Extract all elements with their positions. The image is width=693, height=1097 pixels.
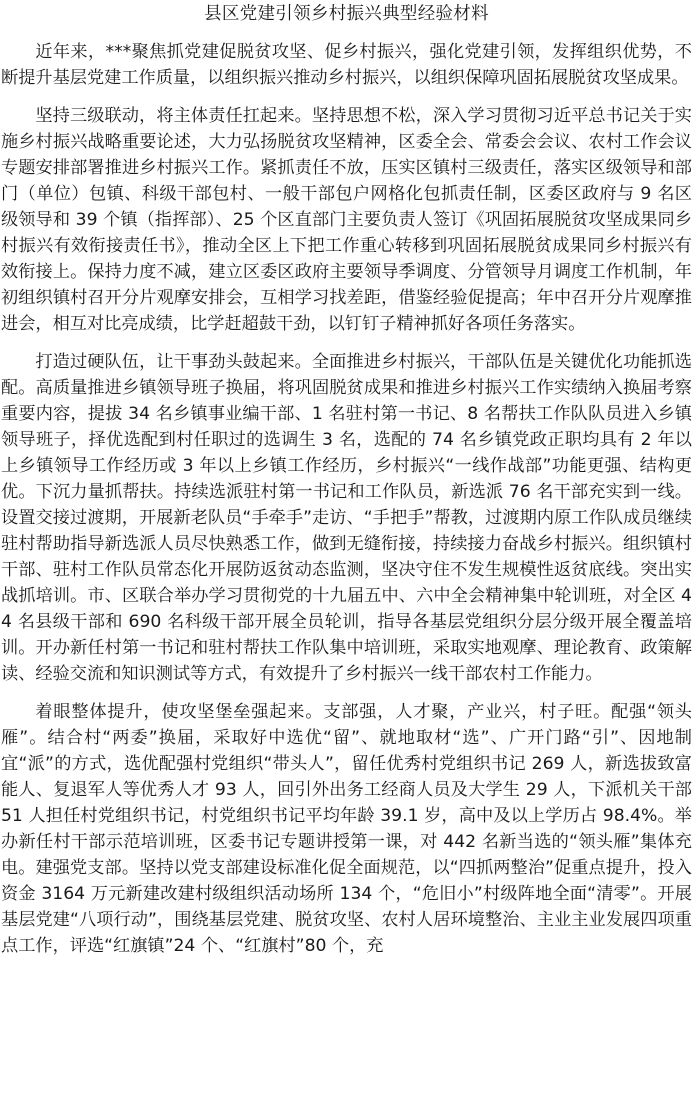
fortress-paragraph: 着眼整体提升，使攻坚堡垒强起来。支部强，人才聚，产业兴，村子旺。配强“领头雁”。结合村“两委”换届，采取好中选优“留”、就地取材“选”、广开门路“引”、因地制宜“派”的方式，选优配强村党组织“带头人”，留任优秀村党组织书记 269 人，新选拔致富能人、复退军人等优秀人才 93 人，回引外出务工经商人员及大学生 29 人，下派机关干部 51 人担任村党组织书记，村党组织书记平均年龄 39.1 岁，高中及以上学历占 98.4%。举办新任村干部示范培训班，区委书记专题讲授第一课，对 442 名新当选的“领头雁”集体充电。建强党支部。坚持以党支部建设标准化促全面规范，以“四抓两整治”促重点提升，投入资金 3164 万元新建改建村级组织活动场所 134 个，“危旧小”村级阵地全面“清零”。开展基层党建“八项行动”，围绕基层党建、脱贫攻坚、农村人居环境整治、主业主业发展四项重点工作，评选“红旗镇”24 个、“红旗村”80 个，充: [1, 702, 692, 956]
document-title: 县区党建引领乡村振兴典型经验材料: [204, 4, 489, 24]
intro-paragraph: 近年来，***聚焦抓党建促脱贫攻坚、促乡村振兴，强化党建引领，发挥组织优势，不断提升基层党建工作质量，以组织振兴推动乡村振兴，以组织保障巩固拓展脱贫攻坚成果。: [1, 42, 692, 88]
responsibility-paragraph: 坚持三级联动，将主体责任扛起来。坚持思想不松，深入学习贯彻习近平总书记关于实施乡村振兴战略重要论述，大力弘扬脱贫攻坚精神，区委全会、常委会会议、农村工作会议专题安排部署推进乡村振兴工作。紧抓责任不放，压实区镇村三级责任，落实区级领导和部门（单位）包镇、科级干部包村、一般干部包户网格化包抓责任制，区委区政府与 9 名区级领导和 39 个镇（指挥部）、25 个区直部门主要负责人签订《巩固拓展脱贫攻坚成果同乡村振兴有效衔接责任书》，推动全区上下把工作重心转移到巩固拓展脱贫成果同乡村振兴有效衔接上。保持力度不减，建立区委区政府主要领导季调度、分管领导月调度工作机制，年初组织镇村召开分片观摩安排会，互相学习找差距，借鉴经验促提高；年中召开分片观摩推进会，相互对比亮成绩，比学赶超鼓干劲，以钉钉子精神抓好各项任务落实。: [1, 106, 692, 334]
team-building-paragraph: 打造过硬队伍，让干事劲头鼓起来。全面推进乡村振兴，干部队伍是关键优化功能抓选配。高质量推进乡镇领导班子换届，将巩固脱贫成果和推进乡村振兴工作实绩纳入换届考察重要内容，提拔 34 名乡镇事业编干部、1 名驻村第一书记、8 名帮扶工作队队员进入乡镇领导班子，择优选配到村任职过的选调生 3 名，选配的 74 名乡镇党政正职均具有 2 年以上乡镇领导工作经历或 3 年以上乡镇工作经历，乡村振兴“一线作战部”功能更强、结构更优。下沉力量抓帮扶。持续选派驻村第一书记和工作队员，新选派 76 名干部充实到一线。设置交接过渡期，开展新老队员“手牵手”走访、“手把手”帮教，过渡期内原工作队成员继续驻村帮助指导新选派人员尽快熟悉工作，做到无缝衔接，持续接力奋战乡村振兴。组织镇村干部、驻村工作队员常态化开展防返贫动态监测，坚决守住不发生规模性返贫底线。突出实战抓培训。市、区联合举办学习贯彻党的十九届五中、六中全会精神集中轮训班，对全区 44 名县级干部和 690 名科级干部开展全员轮训，指导各基层党组织分层分级开展全覆盖培训。开办新任村第一书记和驻村帮扶工作队集中培训班，采取实地观摩、理论教育、政策解读、经验交流和知识测试等方式，有效提升了乡村振兴一线干部农村工作能力。: [1, 352, 692, 684]
